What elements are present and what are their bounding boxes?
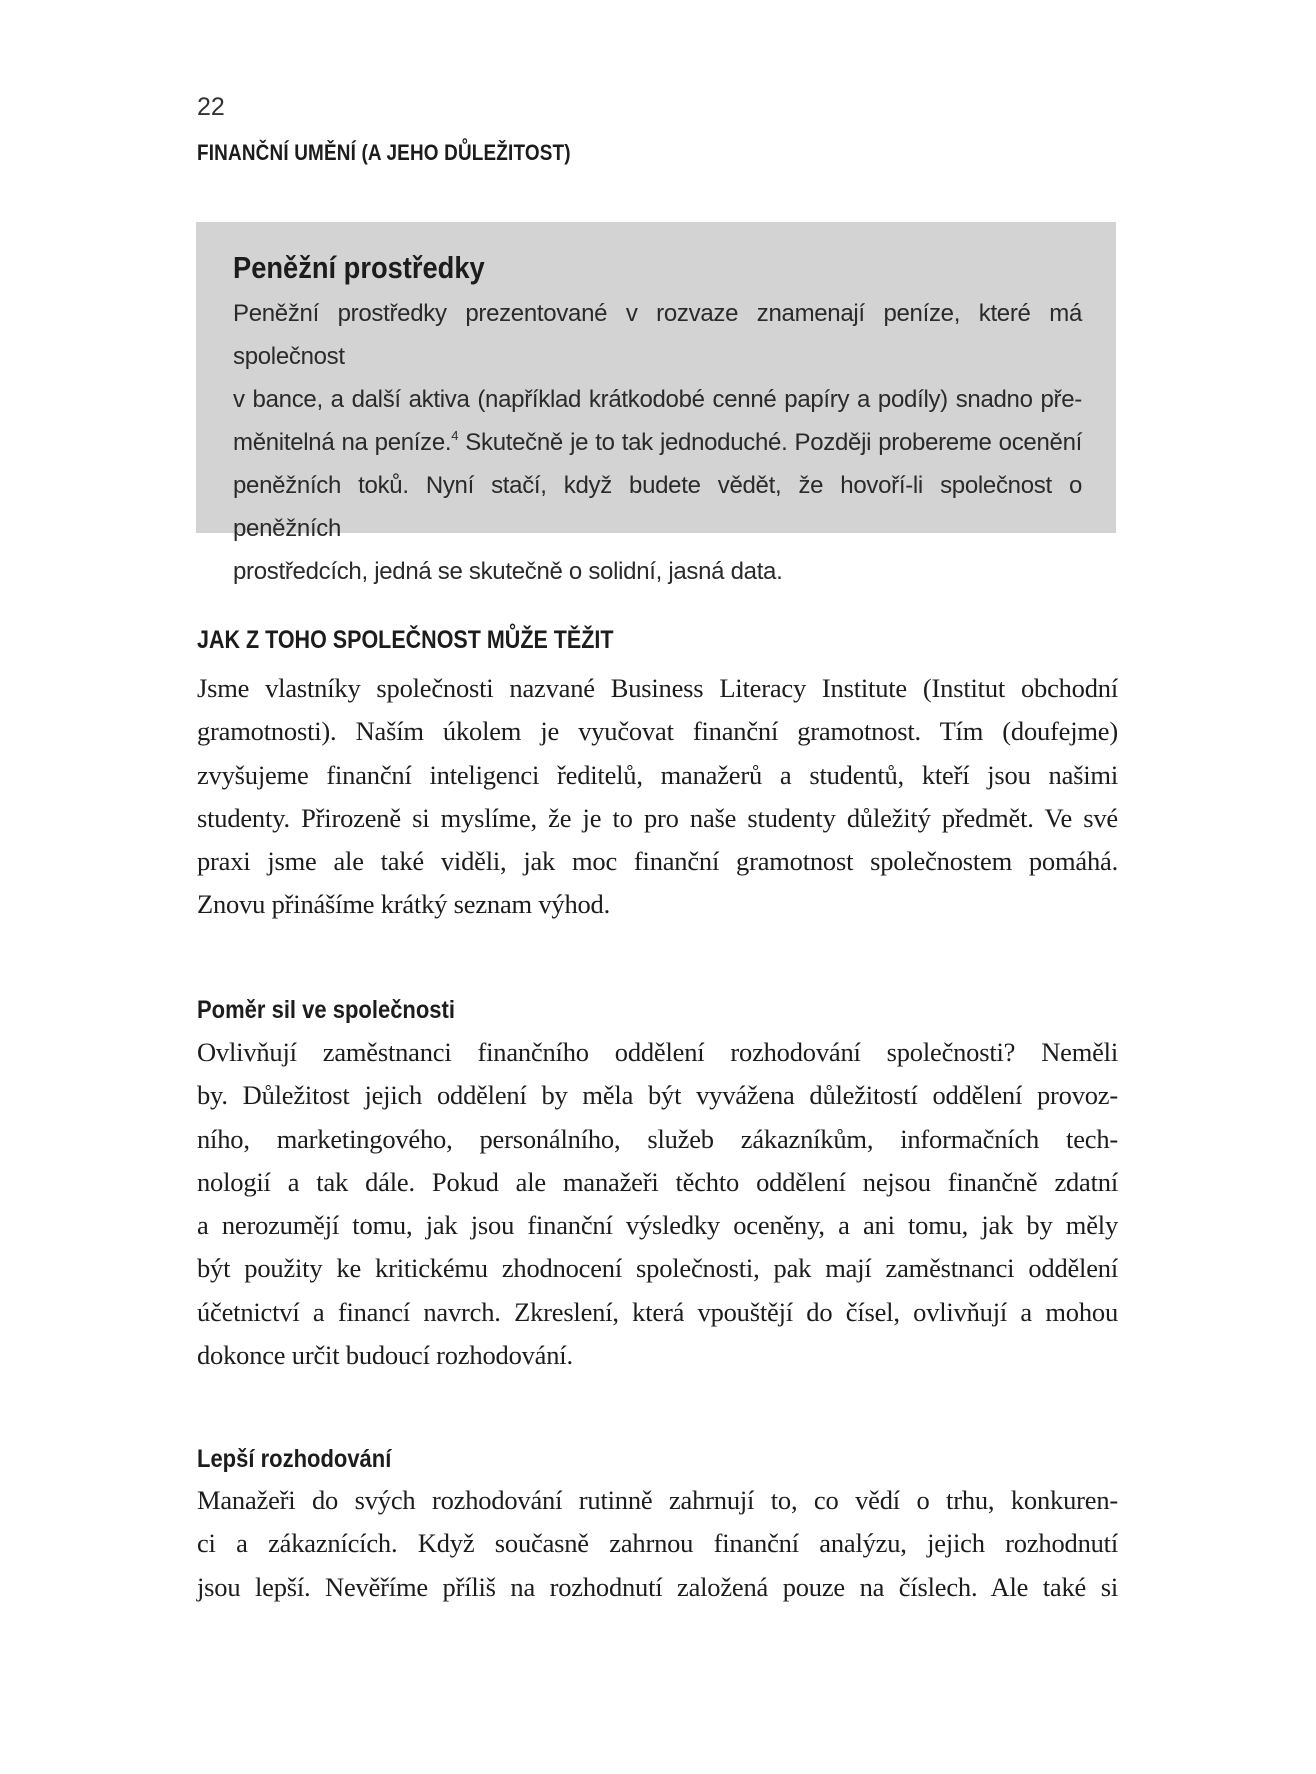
text-line: Jsme vlastníky společnosti nazvané Business Literacy Institute (Institut obchodní — [197, 673, 1118, 703]
text-line: by. Důležitost jejich oddělení by měla být vyvážena důležitostí oddělení provoz- — [197, 1080, 1118, 1111]
text-line: a nerozumějí tomu, jak jsou finanční výsledky oceněny, a ani tomu, jak by měly — [197, 1210, 1118, 1241]
power-balance-paragraph — [197, 1031, 1118, 1377]
page-number: 22 — [197, 93, 225, 121]
sidebar-line: v bance, a další aktiva (například krátkodobé cenné papíry a podíly) snadno pře- — [233, 386, 1082, 413]
better-decisions-paragraph — [197, 1479, 1118, 1609]
text-line: účetnictví a financí navrch. Zkreslení, která vpouštějí do čísel, ovlivňují a mohou — [197, 1296, 1118, 1327]
text-line: Manažeři do svých rozhodování rutinně zahrnují to, co vědí o trhu, konkuren- — [197, 1485, 1118, 1515]
subheading-power-balance: Poměr sil ve společnosti — [197, 996, 455, 1024]
sidebar-line: prostředcích, jedná se skutečně o solidní, jasná data. — [233, 558, 783, 585]
sidebar-line: peněžních toků. Nyní stačí, když budete vědět, že hovoří-li společnost o peněžních — [233, 472, 1082, 542]
section-heading: JAK Z TOHO SPOLEČNOST MŮŽE TĚŽIT — [197, 625, 614, 654]
sidebar-line: Peněžní prostředky prezentované v rozvaze znamenají peníze, které má společnost — [233, 300, 1082, 370]
text-line: ci a zákaznících. Když současně zahrnou finanční analýzu, jejich rozhodnutí — [197, 1528, 1118, 1559]
text-line: Ovlivňují zaměstnanci finančního oddělení rozhodování společnosti? Neměli — [197, 1037, 1118, 1067]
sidebar-title: Peněžní prostředky — [233, 250, 485, 285]
text-line: nologií a tak dále. Pokud ale manažeři těchto oddělení nejsou finančně zdatní — [197, 1166, 1118, 1197]
text-line: praxi jsme ale také viděli, jak moc finanční gramotnost společnostem pomáhá. — [197, 846, 1118, 877]
sidebar-line-part: měnitelná na peníze. — [233, 429, 452, 456]
text-line: jsou lepší. Nevěříme příliš na rozhodnutí založená pouze na číslech. Ale také si — [197, 1571, 1118, 1602]
text-line: studenty. Přirozeně si myslíme, že je to pro naše studenty důležitý předmět. Ve své — [197, 802, 1118, 833]
sidebar-text — [233, 292, 1082, 593]
text-line: gramotnosti). Naším úkolem je vyučovat finanční gramotnost. Tím (doufejme) — [197, 716, 1118, 747]
running-head: FINANČNÍ UMĚNÍ (A JEHO DŮLEŽITOST) — [197, 140, 571, 165]
text-line: zvyšujeme finanční inteligenci ředitelů, manažerů a studentů, kteří jsou našimi — [197, 759, 1118, 790]
sidebar-line — [233, 421, 1082, 464]
subheading-better-decisions: Lepší rozhodování — [197, 1445, 392, 1473]
sidebar-box — [196, 222, 1116, 585]
text-line: Znovu přinášíme krátký seznam výhod. — [197, 889, 611, 920]
text-line: ního, marketingového, personálního, služeb zákazníkům, informačních tech- — [197, 1123, 1118, 1154]
text-line: dokonce určit budoucí rozhodování. — [197, 1340, 573, 1371]
sidebar-line-part: Skutečně je to tak jednoduché. Později probereme ocenění — [458, 429, 1082, 456]
footnote-ref: 4 — [451, 428, 459, 443]
text-line: být použity ke kritickému zhodnocení společnosti, pak mají zaměstnanci oddělení — [197, 1253, 1118, 1284]
section-intro-paragraph — [197, 667, 1118, 927]
